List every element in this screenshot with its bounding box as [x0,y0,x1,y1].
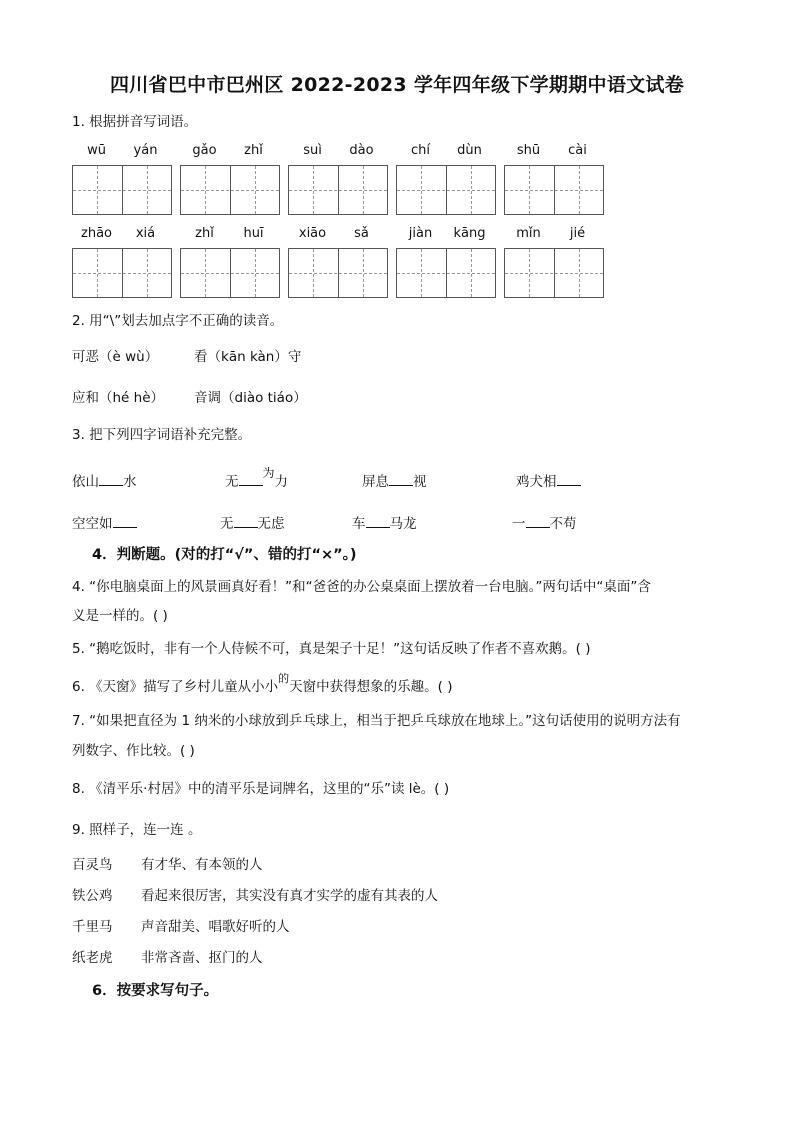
q2-item: 看（kān kàn）守 [194,349,302,365]
q6-heading: 6．按要求写句子。 [92,983,219,999]
pinyin-text: huī [243,226,264,241]
judge-line: 7. “如果把直径为 1 纳米的小球放到乒乓球上，相当于把乒乓球放在地球上。”这句话使用的说明方法有 [72,713,681,729]
pinyin-group [504,226,603,246]
idiom-item: 无 无虑 [220,516,285,532]
pinyin-text: sǎ [354,226,369,241]
pinyin-text: yán [133,143,158,158]
writing-box[interactable] [396,248,496,298]
pinyin-group [180,143,279,163]
answer-blank[interactable] [239,473,263,486]
writing-box[interactable] [504,248,604,298]
q2-item: 可恶（è wù） [72,349,159,365]
q2-label: 2. 用“\”划去加点字不正确的读音。 [72,313,284,329]
q3-label: 3. 把下列四字词语补充完整。 [72,427,252,443]
pinyin-text: wū [87,143,106,158]
match-left[interactable]: 纸老虎 [72,950,113,966]
pinyin-group [72,143,171,163]
judge-line: 4. “你电脑桌面上的风景画真好看！”和“爸爸的办公桌桌面上摆放着一台电脑。”两句话中“桌面”含 [72,579,651,595]
pinyin-group [396,143,495,163]
match-left[interactable]: 百灵鸟 [72,857,113,873]
match-right[interactable]: 非常吝啬、抠门的人 [141,950,263,966]
pinyin-text: xiāo [298,226,327,241]
judge-line: 8. 《清平乐·村居》中的清平乐是词牌名，这里的“乐”读 lè。( ) [72,781,450,797]
pinyin-text: mǐn [516,226,541,241]
pinyin-text: jié [569,226,586,241]
q1-label: 1. 根据拼音写词语。 [72,114,198,130]
idiom-item: 空空如 [72,512,137,532]
pinyin-group [180,226,279,246]
writing-box[interactable] [180,165,280,215]
pinyin-text: suì [303,143,322,158]
match-left[interactable]: 千里马 [72,919,113,935]
q4-heading: 4．判断题。(对的打“√”、错的打“×”。) [92,547,357,563]
answer-blank[interactable] [99,473,123,486]
answer-blank[interactable] [234,515,258,528]
pinyin-text: cài [568,143,587,158]
answer-blank[interactable] [389,473,413,486]
writing-box[interactable] [504,165,604,215]
idiom-item: 无为力 [225,466,289,490]
idiom-item: 鸡犬相 [516,470,581,490]
writing-box[interactable] [288,165,388,215]
writing-box[interactable] [396,165,496,215]
idiom-item: 依山 水 [72,474,137,490]
idiom-item: 一 不苟 [512,516,577,532]
match-left[interactable]: 铁公鸡 [72,888,113,904]
q2-item: 音调（diào tiáo） [194,390,307,406]
q9-label: 9. 照样子，连一连 。 [72,822,202,838]
match-right[interactable]: 看起来很厉害，其实没有真才实学的虚有其表的人 [141,888,438,904]
pinyin-text: zhāo [81,226,112,241]
pinyin-text: kāng [453,226,486,241]
pinyin-text: chí [411,143,430,158]
answer-blank[interactable] [113,515,137,528]
pinyin-group [288,226,387,246]
pinyin-row-2 [72,226,612,318]
writing-box[interactable] [72,248,172,298]
answer-blank[interactable] [526,515,550,528]
pinyin-text: zhǐ [195,226,214,241]
judge-line: 6. 《天窗》描写了乡村儿童从小小$^的$天窗中获得想象的乐趣。( ) [72,672,453,695]
pinyin-group [396,226,495,246]
match-right[interactable]: 声音甜美、唱歌好听的人 [141,919,290,935]
pinyin-text: xiá [135,226,156,241]
pinyin-group [504,143,603,163]
pinyin-row-1 [72,143,612,235]
judge-line: 5. “鹅吃饭时，非有一个人侍候不可，真是架子十足！”这句话反映了作者不喜欢鹅。( ) [72,641,591,657]
pinyin-text: zhǐ [244,143,263,158]
writing-box[interactable] [72,165,172,215]
judge-line: 义是一样的。( ) [72,608,168,624]
idiom-item: 屏息 视 [362,474,427,490]
q2-item: 应和（hé hè） [72,390,165,406]
match-right[interactable]: 有才华、有本领的人 [141,857,263,873]
pinyin-group [72,226,171,246]
page-title: 四川省巴中市巴州区 2022-2023 学年四年级下学期期中语文试卷 [109,74,685,96]
pinyin-text: gǎo [192,143,217,158]
pinyin-text: shū [516,143,541,158]
pinyin-text: dào [349,143,374,158]
idiom-item: 车 马龙 [352,516,417,532]
answer-blank[interactable] [366,515,390,528]
judge-line: 列数字、作比较。( ) [72,743,195,759]
answer-blank[interactable] [557,473,581,486]
writing-box[interactable] [288,248,388,298]
pinyin-group [288,143,387,163]
pinyin-text: jiàn [408,226,433,241]
pinyin-text: dùn [457,143,482,158]
writing-box[interactable] [180,248,280,298]
